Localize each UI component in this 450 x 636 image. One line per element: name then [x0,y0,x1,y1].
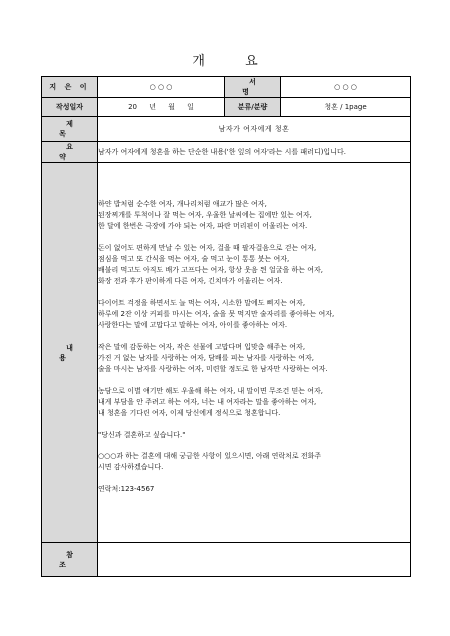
subject-value: 남자가 여자에게 청혼 [98,117,411,142]
summary-value: 남자가 여자에게 청혼을 하는 단순한 내용('한 잎의 여자'라는 시를 패러디)입니다. [98,142,411,163]
content-line: 술을 마시는 남자를 사랑하는 여자, 미련할 정도로 한 남자만 사랑하는 여자. [98,365,328,374]
content-line: 농담으로 이별 얘기만 해도 우울해 하는 여자, 내 말이면 무조건 믿는 여자, [98,386,324,395]
content-line: 다이어트 걱정을 하면서도 늘 먹는 여자, 시소한 말에도 삐지는 여자, [98,299,306,308]
author-label: 지 은 이 [42,77,98,98]
content-line: 화장 전과 후가 판이하게 다른 여자, 긴치마가 어울리는 여자. [98,277,283,286]
content-paragraph [98,243,410,287]
content-line: 된장찌개를 투척이나 잘 먹는 여자, 우울한 날씨에는 집에만 있는 여자, [98,211,312,220]
content-paragraph [98,430,410,441]
content-paragraph [98,484,410,495]
subject-label: 제 목 [42,117,98,142]
reference-value [98,543,411,577]
content-line: 한 달에 한번은 극장에 가야 되는 여자, 파란 머리핀이 어울리는 여자. [98,222,308,231]
content-paragraph [98,199,410,232]
content-line: 내 청혼을 기다린 여자, 이제 당신에게 정식으로 청혼합니다. [98,408,281,417]
content-line: 내게 부담을 안 주려고 하는 여자, 너는 내 여자라는 말을 좋아하는 여자, [98,397,317,406]
content-paragraph [98,298,410,331]
content-line: 작은 말에 감동하는 여자, 작은 선물에 고맙다며 입맞춤 해주는 여자, [98,342,306,351]
content-line: 하루에 2잔 이상 커피를 마시는 여자, 술을 못 먹지만 술자리를 좋아하는 여자, [98,310,335,319]
content-paragraph [98,342,410,375]
content-line: 시면 감사하겠습니다. [98,463,164,472]
content-line: 연락처:123-4567 [98,485,155,494]
category-value: 청혼 / 1page [281,98,411,117]
content-line: ○○○과 하는 결혼에 대해 궁금한 사항이 있으시면, 아래 연락처로 전화주 [98,452,322,461]
date-value: 20 년 월 일 [98,98,225,117]
summary-form [41,76,411,577]
content-line: 돈이 없어도 편하게 만날 수 있는 여자, 걸을 때 팔자걸음으로 걷는 여자, [98,244,317,253]
summary-label: 요 약 [42,142,98,163]
signature-value: ○ ○ ○ [281,77,411,98]
content-line: 점심을 먹고 또 간식을 먹는 여자, 술 먹고 눈이 통통 붓는 여자, [98,255,290,264]
signature-label: 서 명 [225,77,281,98]
content-line: 가진 거 없는 남자를 사랑하는 여자, 담배를 피는 남자를 사랑하는 여자, [98,354,315,362]
content-body [98,163,411,543]
content-line: 하얀 밥처럼 순수한 여자, 개나리처럼 애교가 많은 여자, [98,200,267,209]
content-label: 내 용 [42,163,98,543]
document-title: 개 요 [192,54,276,69]
reference-label: 참 조 [42,543,98,577]
content-paragraph [98,451,410,473]
content-paragraph [98,386,410,419]
content-line: 사랑한다는 말에 고맙다고 말하는 여자, 아이를 좋아하는 여자. [98,321,288,330]
content-line: "당신과 결혼하고 싶습니다." [98,430,186,439]
content-line: 배불리 먹고도 아직도 배가 고프다는 여자, 항상 웃음 띈 얼굴을 하는 여자, [98,266,324,275]
date-label: 작성일자 [42,98,98,117]
author-value: ○ ○ ○ [98,77,225,98]
category-label: 분류/분량 [225,98,281,117]
